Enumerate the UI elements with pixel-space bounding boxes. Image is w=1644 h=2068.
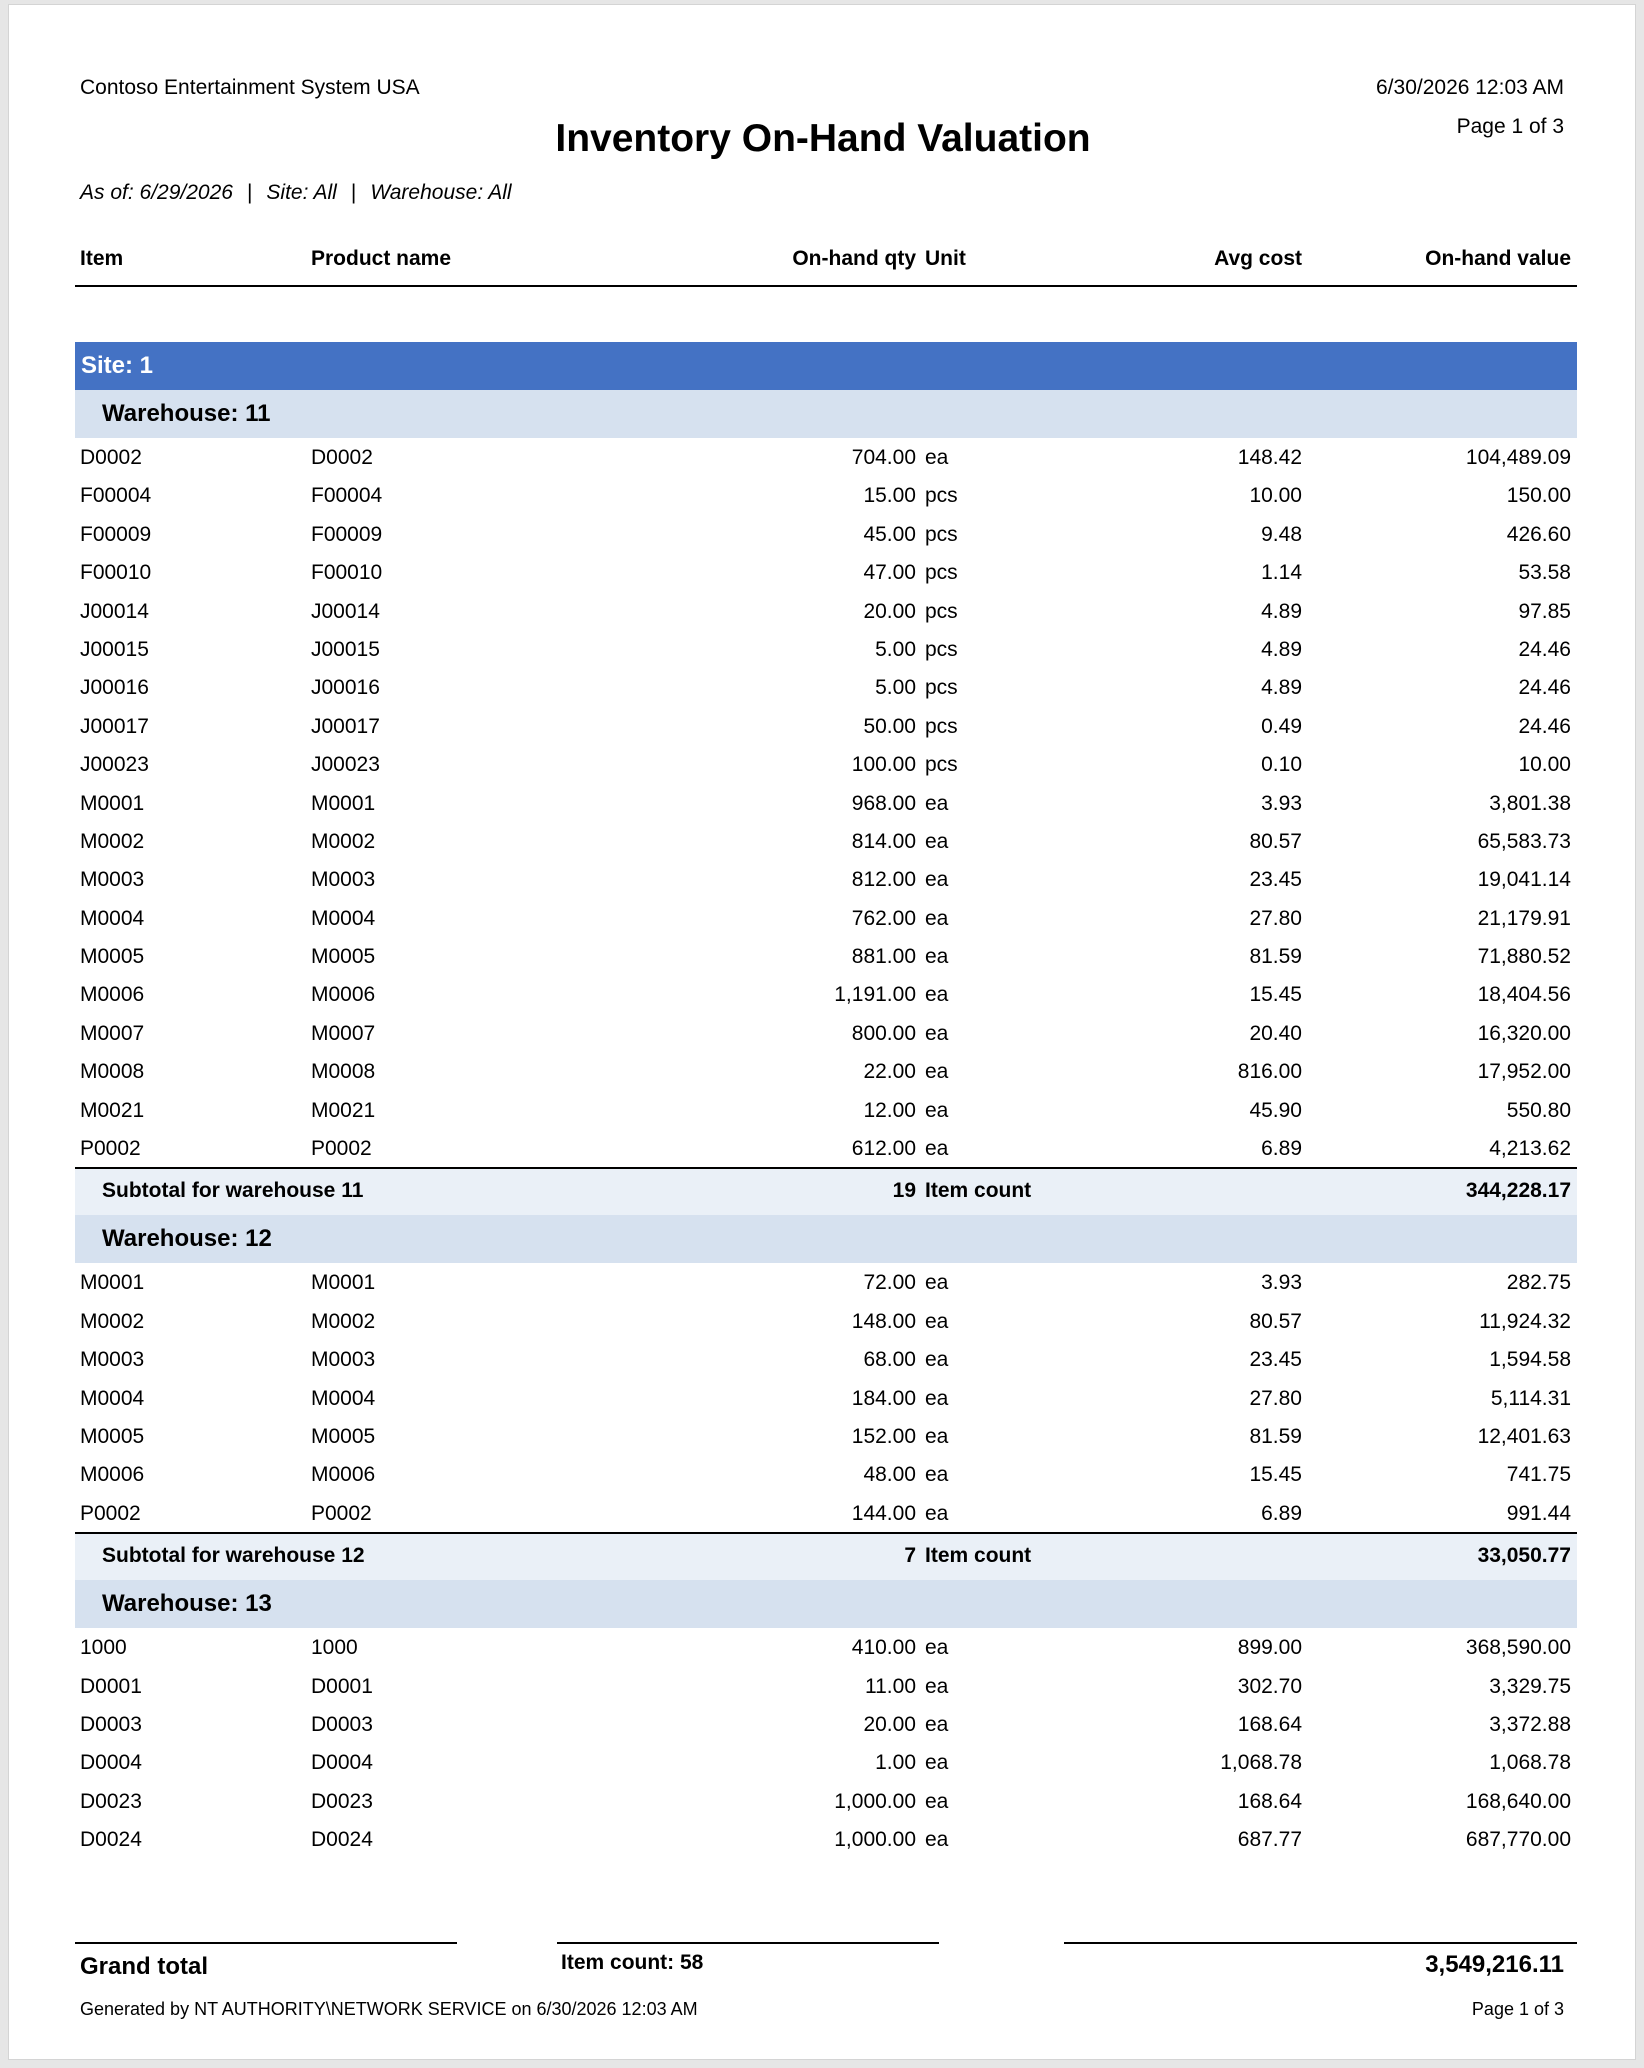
cell-product-name: M0002 <box>311 1309 376 1333</box>
table-row <box>75 784 1577 822</box>
cell-unit: ea <box>925 1751 949 1775</box>
cell-on-hand-qty: 410.00 <box>851 1636 916 1660</box>
report-parameters <box>80 181 512 205</box>
cell-item: M0002 <box>80 829 145 853</box>
cell-item: M0006 <box>80 983 145 1007</box>
cell-item: F00009 <box>80 522 152 546</box>
cell-item: M0004 <box>80 906 145 930</box>
cell-item: M0001 <box>80 791 145 815</box>
cell-on-hand-value: 550.80 <box>1506 1098 1571 1122</box>
cell-product-name: D0024 <box>311 1828 373 1852</box>
cell-avg-cost: 27.80 <box>1249 1386 1302 1410</box>
cell-unit: ea <box>925 1348 949 1372</box>
cell-avg-cost: 6.89 <box>1261 1501 1302 1525</box>
cell-avg-cost: 15.45 <box>1249 983 1302 1007</box>
cell-product-name: M0004 <box>311 1386 376 1410</box>
cell-unit: ea <box>925 1137 949 1161</box>
cell-product-name: D0001 <box>311 1674 373 1698</box>
cell-unit: pcs <box>925 637 958 661</box>
column-header-on-hand-qty: On-hand qty <box>792 247 916 270</box>
table-row <box>75 1014 1577 1052</box>
cell-avg-cost: 27.80 <box>1249 906 1302 930</box>
table-row <box>75 668 1577 706</box>
column-header-product-name: Product name <box>311 247 452 270</box>
cell-avg-cost: 23.45 <box>1249 1348 1302 1372</box>
table-row <box>75 1340 1577 1378</box>
cell-on-hand-qty: 184.00 <box>851 1386 916 1410</box>
cell-unit: pcs <box>925 676 958 700</box>
cell-on-hand-value: 19,041.14 <box>1477 868 1571 892</box>
cell-on-hand-qty: 45.00 <box>863 522 916 546</box>
cell-unit: ea <box>925 829 949 853</box>
cell-on-hand-qty: 48.00 <box>863 1463 916 1487</box>
cell-product-name: F00009 <box>311 522 383 546</box>
cell-on-hand-qty: 148.00 <box>851 1309 916 1333</box>
cell-avg-cost: 1.14 <box>1261 561 1302 585</box>
cell-on-hand-value: 991.44 <box>1506 1501 1571 1525</box>
cell-product-name: D0004 <box>311 1751 373 1775</box>
table-row <box>75 1494 1577 1532</box>
cell-on-hand-qty: 20.00 <box>863 1712 916 1736</box>
param-separator: | <box>350 181 357 204</box>
cell-product-name: M0005 <box>311 1424 376 1448</box>
cell-item: J00017 <box>80 714 149 738</box>
cell-product-name: D0002 <box>311 446 373 469</box>
subtotal-item-count-label: Item count <box>925 1544 1032 1568</box>
report-body <box>75 342 1577 1859</box>
cell-item: D0004 <box>80 1751 142 1775</box>
cell-on-hand-qty: 22.00 <box>863 1060 916 1084</box>
cell-on-hand-value: 53.58 <box>1518 561 1571 585</box>
cell-on-hand-value: 5,114.31 <box>1490 1386 1571 1410</box>
table-row <box>75 1820 1577 1858</box>
cell-avg-cost: 687.77 <box>1237 1828 1302 1852</box>
site-filter: Site: All <box>266 181 337 204</box>
cell-item: M0021 <box>80 1098 145 1122</box>
cell-unit: ea <box>925 791 949 815</box>
cell-on-hand-qty: 881.00 <box>851 945 916 969</box>
cell-item: J00014 <box>80 599 149 623</box>
cell-on-hand-value: 168,640.00 <box>1465 1789 1571 1813</box>
table-row <box>75 1052 1577 1090</box>
subtotal-value: 33,050.77 <box>1477 1544 1571 1568</box>
generated-by-footer: Generated by NT AUTHORITY\NETWORK SERVICE on 6/30/2026 12:03 AM <box>80 1999 698 2019</box>
cell-on-hand-qty: 762.00 <box>851 906 916 930</box>
cell-on-hand-qty: 152.00 <box>851 1424 916 1448</box>
param-separator: | <box>246 181 253 204</box>
warehouse-subtotal-row <box>75 1532 1577 1580</box>
cell-item: F00004 <box>80 484 152 508</box>
cell-on-hand-value: 24.46 <box>1518 676 1571 700</box>
cell-on-hand-value: 18,404.56 <box>1477 983 1571 1007</box>
table-row <box>75 1263 1577 1301</box>
cell-on-hand-value: 97.85 <box>1518 599 1571 623</box>
table-row <box>75 630 1577 668</box>
cell-on-hand-qty: 11.00 <box>865 1674 916 1698</box>
cell-avg-cost: 80.57 <box>1249 1309 1302 1333</box>
cell-avg-cost: 899.00 <box>1237 1636 1302 1660</box>
cell-product-name: M0003 <box>311 1348 376 1372</box>
cell-product-name: M0006 <box>311 983 376 1007</box>
cell-unit: ea <box>925 1501 949 1525</box>
table-row <box>75 1302 1577 1340</box>
column-header-unit: Unit <box>925 247 966 270</box>
cell-item: M0003 <box>80 1348 145 1372</box>
cell-unit: pcs <box>925 561 958 585</box>
cell-on-hand-qty: 1,191.00 <box>834 983 916 1007</box>
cell-on-hand-value: 282.75 <box>1506 1271 1571 1295</box>
site-group-header: Site: 1 <box>75 342 1577 390</box>
cell-on-hand-value: 3,801.38 <box>1489 791 1571 815</box>
cell-unit: ea <box>925 1098 949 1122</box>
cell-product-name: J00016 <box>311 676 380 700</box>
cell-item: M0005 <box>80 1424 145 1448</box>
cell-item: M0005 <box>80 945 145 969</box>
cell-avg-cost: 4.89 <box>1261 637 1302 661</box>
cell-on-hand-value: 3,372.88 <box>1489 1712 1571 1736</box>
cell-product-name: M0005 <box>311 945 376 969</box>
cell-unit: ea <box>925 1021 949 1045</box>
cell-on-hand-qty: 50.00 <box>863 714 916 738</box>
cell-on-hand-qty: 800.00 <box>851 1021 916 1045</box>
cell-on-hand-qty: 612.00 <box>851 1137 916 1161</box>
cell-product-name: M0002 <box>311 829 376 853</box>
subtotal-item-count: 7 <box>904 1544 916 1568</box>
cell-unit: pcs <box>925 714 958 738</box>
warehouse-group-header: Warehouse: 13 <box>75 1580 1577 1628</box>
cell-on-hand-qty: 15.00 <box>863 484 916 508</box>
cell-avg-cost: 4.89 <box>1261 599 1302 623</box>
cell-avg-cost: 6.89 <box>1261 1137 1302 1161</box>
cell-product-name: P0002 <box>311 1501 372 1525</box>
table-row <box>75 1628 1577 1666</box>
subtotal-label: Subtotal for warehouse 11 <box>102 1179 364 1203</box>
cell-on-hand-qty: 1,000.00 <box>834 1828 916 1852</box>
grand-total-value: 3,549,216.11 <box>1425 1951 1564 1978</box>
cell-avg-cost: 81.59 <box>1249 945 1302 969</box>
cell-on-hand-qty: 968.00 <box>851 791 916 815</box>
cell-avg-cost: 0.10 <box>1261 753 1302 777</box>
cell-product-name: F00010 <box>311 561 383 585</box>
subtotal-item-count: 19 <box>892 1179 916 1203</box>
table-row <box>75 860 1577 898</box>
cell-unit: ea <box>925 1674 949 1698</box>
cell-on-hand-value: 71,880.52 <box>1477 945 1571 969</box>
report-title: Inventory On-Hand Valuation <box>555 117 1091 160</box>
cell-item: D0003 <box>80 1712 142 1736</box>
cell-avg-cost: 15.45 <box>1249 1463 1302 1487</box>
cell-on-hand-qty: 100.00 <box>851 753 916 777</box>
warehouse-filter: Warehouse: All <box>370 181 512 204</box>
cell-on-hand-qty: 68.00 <box>863 1348 916 1372</box>
cell-product-name: D0023 <box>311 1789 373 1813</box>
cell-on-hand-value: 1,594.58 <box>1489 1348 1571 1372</box>
footer-page-number: Page 1 of 3 <box>1471 1999 1564 2019</box>
cell-product-name: M0007 <box>311 1021 376 1045</box>
column-header-row <box>75 243 1577 287</box>
cell-item: M0004 <box>80 1386 145 1410</box>
cell-on-hand-qty: 5.00 <box>875 637 916 661</box>
cell-avg-cost: 168.64 <box>1237 1789 1302 1813</box>
cell-on-hand-value: 24.46 <box>1518 714 1571 738</box>
table-row <box>75 1782 1577 1820</box>
cell-on-hand-value: 11,924.32 <box>1479 1309 1571 1333</box>
cell-product-name: F00004 <box>311 484 383 508</box>
cell-unit: ea <box>925 1060 949 1084</box>
cell-avg-cost: 1,068.78 <box>1220 1751 1302 1775</box>
cell-item: M0001 <box>80 1271 145 1295</box>
cell-product-name: J00014 <box>311 599 380 623</box>
cell-on-hand-value: 17,952.00 <box>1477 1060 1571 1084</box>
cell-on-hand-value: 4,213.62 <box>1489 1137 1571 1161</box>
table-row <box>75 1455 1577 1493</box>
cell-item: P0002 <box>80 1137 141 1161</box>
cell-avg-cost: 816.00 <box>1237 1060 1302 1084</box>
cell-product-name: J00015 <box>311 637 380 661</box>
grand-total-label: Grand total <box>80 1953 209 1980</box>
cell-product-name: J00023 <box>311 753 380 777</box>
cell-on-hand-value: 16,320.00 <box>1477 1021 1571 1045</box>
cell-product-name: M0006 <box>311 1463 376 1487</box>
table-row <box>75 553 1577 591</box>
cell-on-hand-value: 65,583.73 <box>1477 829 1571 853</box>
table-row <box>75 822 1577 860</box>
cell-item: M0003 <box>80 868 145 892</box>
cell-avg-cost: 168.64 <box>1237 1712 1302 1736</box>
cell-item: J00023 <box>80 753 149 777</box>
cell-avg-cost: 45.90 <box>1249 1098 1302 1122</box>
grand-total-rule <box>1064 1942 1577 1944</box>
cell-product-name: P0002 <box>311 1137 372 1161</box>
cell-avg-cost: 0.49 <box>1261 714 1302 738</box>
cell-on-hand-value: 21,179.91 <box>1477 906 1571 930</box>
cell-avg-cost: 80.57 <box>1249 829 1302 853</box>
cell-on-hand-value: 1,068.78 <box>1489 1751 1571 1775</box>
cell-item: M0007 <box>80 1021 145 1045</box>
table-row <box>75 1091 1577 1129</box>
cell-avg-cost: 148.42 <box>1237 446 1302 469</box>
cell-on-hand-qty: 812.00 <box>851 868 916 892</box>
cell-unit: ea <box>925 1386 949 1410</box>
cell-avg-cost: 3.93 <box>1261 791 1302 815</box>
column-header-item: Item <box>80 247 124 270</box>
cell-unit: pcs <box>925 522 958 546</box>
warehouse-group-header: Warehouse: 11 <box>75 390 1577 438</box>
column-header-on-hand-value: On-hand value <box>1425 247 1571 270</box>
subtotal-value: 344,228.17 <box>1465 1179 1571 1203</box>
cell-avg-cost: 20.40 <box>1249 1021 1302 1045</box>
table-row <box>75 1667 1577 1705</box>
cell-item: P0002 <box>80 1501 141 1525</box>
cell-on-hand-qty: 704.00 <box>851 446 916 469</box>
cell-unit: pcs <box>925 484 958 508</box>
cell-avg-cost: 4.89 <box>1261 676 1302 700</box>
table-row <box>75 1705 1577 1743</box>
cell-product-name: M0021 <box>311 1098 376 1122</box>
cell-unit: ea <box>925 868 949 892</box>
table-row <box>75 1379 1577 1417</box>
cell-product-name: D0003 <box>311 1712 373 1736</box>
cell-unit: ea <box>925 1712 949 1736</box>
cell-on-hand-value: 3,329.75 <box>1489 1674 1571 1698</box>
cell-on-hand-qty: 1.00 <box>875 1751 916 1775</box>
subtotal-item-count-label: Item count <box>925 1179 1032 1203</box>
cell-item: J00016 <box>80 676 149 700</box>
table-row <box>75 937 1577 975</box>
warehouse-group-header: Warehouse: 12 <box>75 1215 1577 1263</box>
cell-unit: ea <box>925 1828 949 1852</box>
cell-unit: ea <box>925 1789 949 1813</box>
cell-unit: ea <box>925 983 949 1007</box>
grand-total-item-count: Item count: 58 <box>561 1951 704 1974</box>
cell-unit: pcs <box>925 753 958 777</box>
table-row <box>75 592 1577 630</box>
table-row <box>75 975 1577 1013</box>
cell-avg-cost: 3.93 <box>1261 1271 1302 1295</box>
cell-on-hand-value: 687,770.00 <box>1465 1828 1571 1852</box>
cell-product-name: M0001 <box>311 791 376 815</box>
cell-on-hand-qty: 72.00 <box>863 1271 916 1295</box>
cell-product-name: M0003 <box>311 868 376 892</box>
cell-product-name: 1000 <box>311 1636 358 1660</box>
table-row <box>75 1417 1577 1455</box>
cell-avg-cost: 10.00 <box>1249 484 1302 508</box>
as-of-date: As of: 6/29/2026 <box>80 181 233 204</box>
cell-on-hand-qty: 814.00 <box>851 829 916 853</box>
cell-item: D0001 <box>80 1674 142 1698</box>
grand-total-rule <box>75 1942 457 1944</box>
cell-item: D0024 <box>80 1828 142 1852</box>
cell-unit: ea <box>925 446 949 469</box>
cell-product-name: M0004 <box>311 906 376 930</box>
cell-unit: ea <box>925 1309 949 1333</box>
company-name: Contoso Entertainment System USA <box>80 76 420 99</box>
cell-unit: ea <box>925 1271 949 1295</box>
cell-product-name: J00017 <box>311 714 380 738</box>
cell-on-hand-value: 426.60 <box>1506 522 1571 546</box>
cell-unit: ea <box>925 1636 949 1660</box>
page-number: Page 1 of 3 <box>1456 115 1564 138</box>
cell-on-hand-value: 741.75 <box>1506 1463 1571 1487</box>
cell-product-name: M0001 <box>311 1271 376 1295</box>
cell-on-hand-value: 12,401.63 <box>1477 1424 1571 1448</box>
warehouse-subtotal-row <box>75 1167 1577 1215</box>
cell-item: M0002 <box>80 1309 145 1333</box>
cell-item: 1000 <box>80 1636 127 1660</box>
cell-on-hand-qty: 12.00 <box>863 1098 916 1122</box>
cell-item: F00010 <box>80 561 152 585</box>
table-row <box>75 1129 1577 1167</box>
column-header-avg-cost: Avg cost <box>1214 247 1302 270</box>
cell-unit: ea <box>925 1424 949 1448</box>
cell-avg-cost: 9.48 <box>1261 522 1302 546</box>
cell-item: M0008 <box>80 1060 145 1084</box>
cell-on-hand-qty: 47.00 <box>863 561 916 585</box>
cell-item: D0023 <box>80 1789 142 1813</box>
report-datetime: 6/30/2026 12:03 AM <box>1376 76 1564 99</box>
table-row <box>75 745 1577 783</box>
table-row <box>75 438 1577 476</box>
cell-item: M0006 <box>80 1463 145 1487</box>
cell-item: J00015 <box>80 637 149 661</box>
table-row <box>75 476 1577 514</box>
cell-unit: ea <box>925 1463 949 1487</box>
table-row <box>75 899 1577 937</box>
cell-avg-cost: 302.70 <box>1237 1674 1302 1698</box>
grand-total-rule <box>557 1942 939 1944</box>
cell-avg-cost: 81.59 <box>1249 1424 1302 1448</box>
cell-on-hand-value: 24.46 <box>1518 637 1571 661</box>
cell-on-hand-value: 10.00 <box>1518 753 1571 777</box>
cell-unit: ea <box>925 945 949 969</box>
cell-unit: ea <box>925 906 949 930</box>
cell-unit: pcs <box>925 599 958 623</box>
cell-on-hand-qty: 144.00 <box>851 1501 916 1525</box>
cell-item: D0002 <box>80 446 142 469</box>
cell-on-hand-value: 150.00 <box>1506 484 1571 508</box>
report-page <box>8 4 1636 2060</box>
cell-on-hand-value: 368,590.00 <box>1465 1636 1571 1660</box>
table-row <box>75 515 1577 553</box>
cell-avg-cost: 23.45 <box>1249 868 1302 892</box>
table-row <box>75 1743 1577 1781</box>
cell-on-hand-qty: 20.00 <box>863 599 916 623</box>
cell-on-hand-value: 104,489.09 <box>1465 446 1571 469</box>
cell-on-hand-qty: 1,000.00 <box>834 1789 916 1813</box>
cell-on-hand-qty: 5.00 <box>875 676 916 700</box>
table-row <box>75 707 1577 745</box>
cell-product-name: M0008 <box>311 1060 376 1084</box>
subtotal-label: Subtotal for warehouse 12 <box>102 1544 365 1568</box>
